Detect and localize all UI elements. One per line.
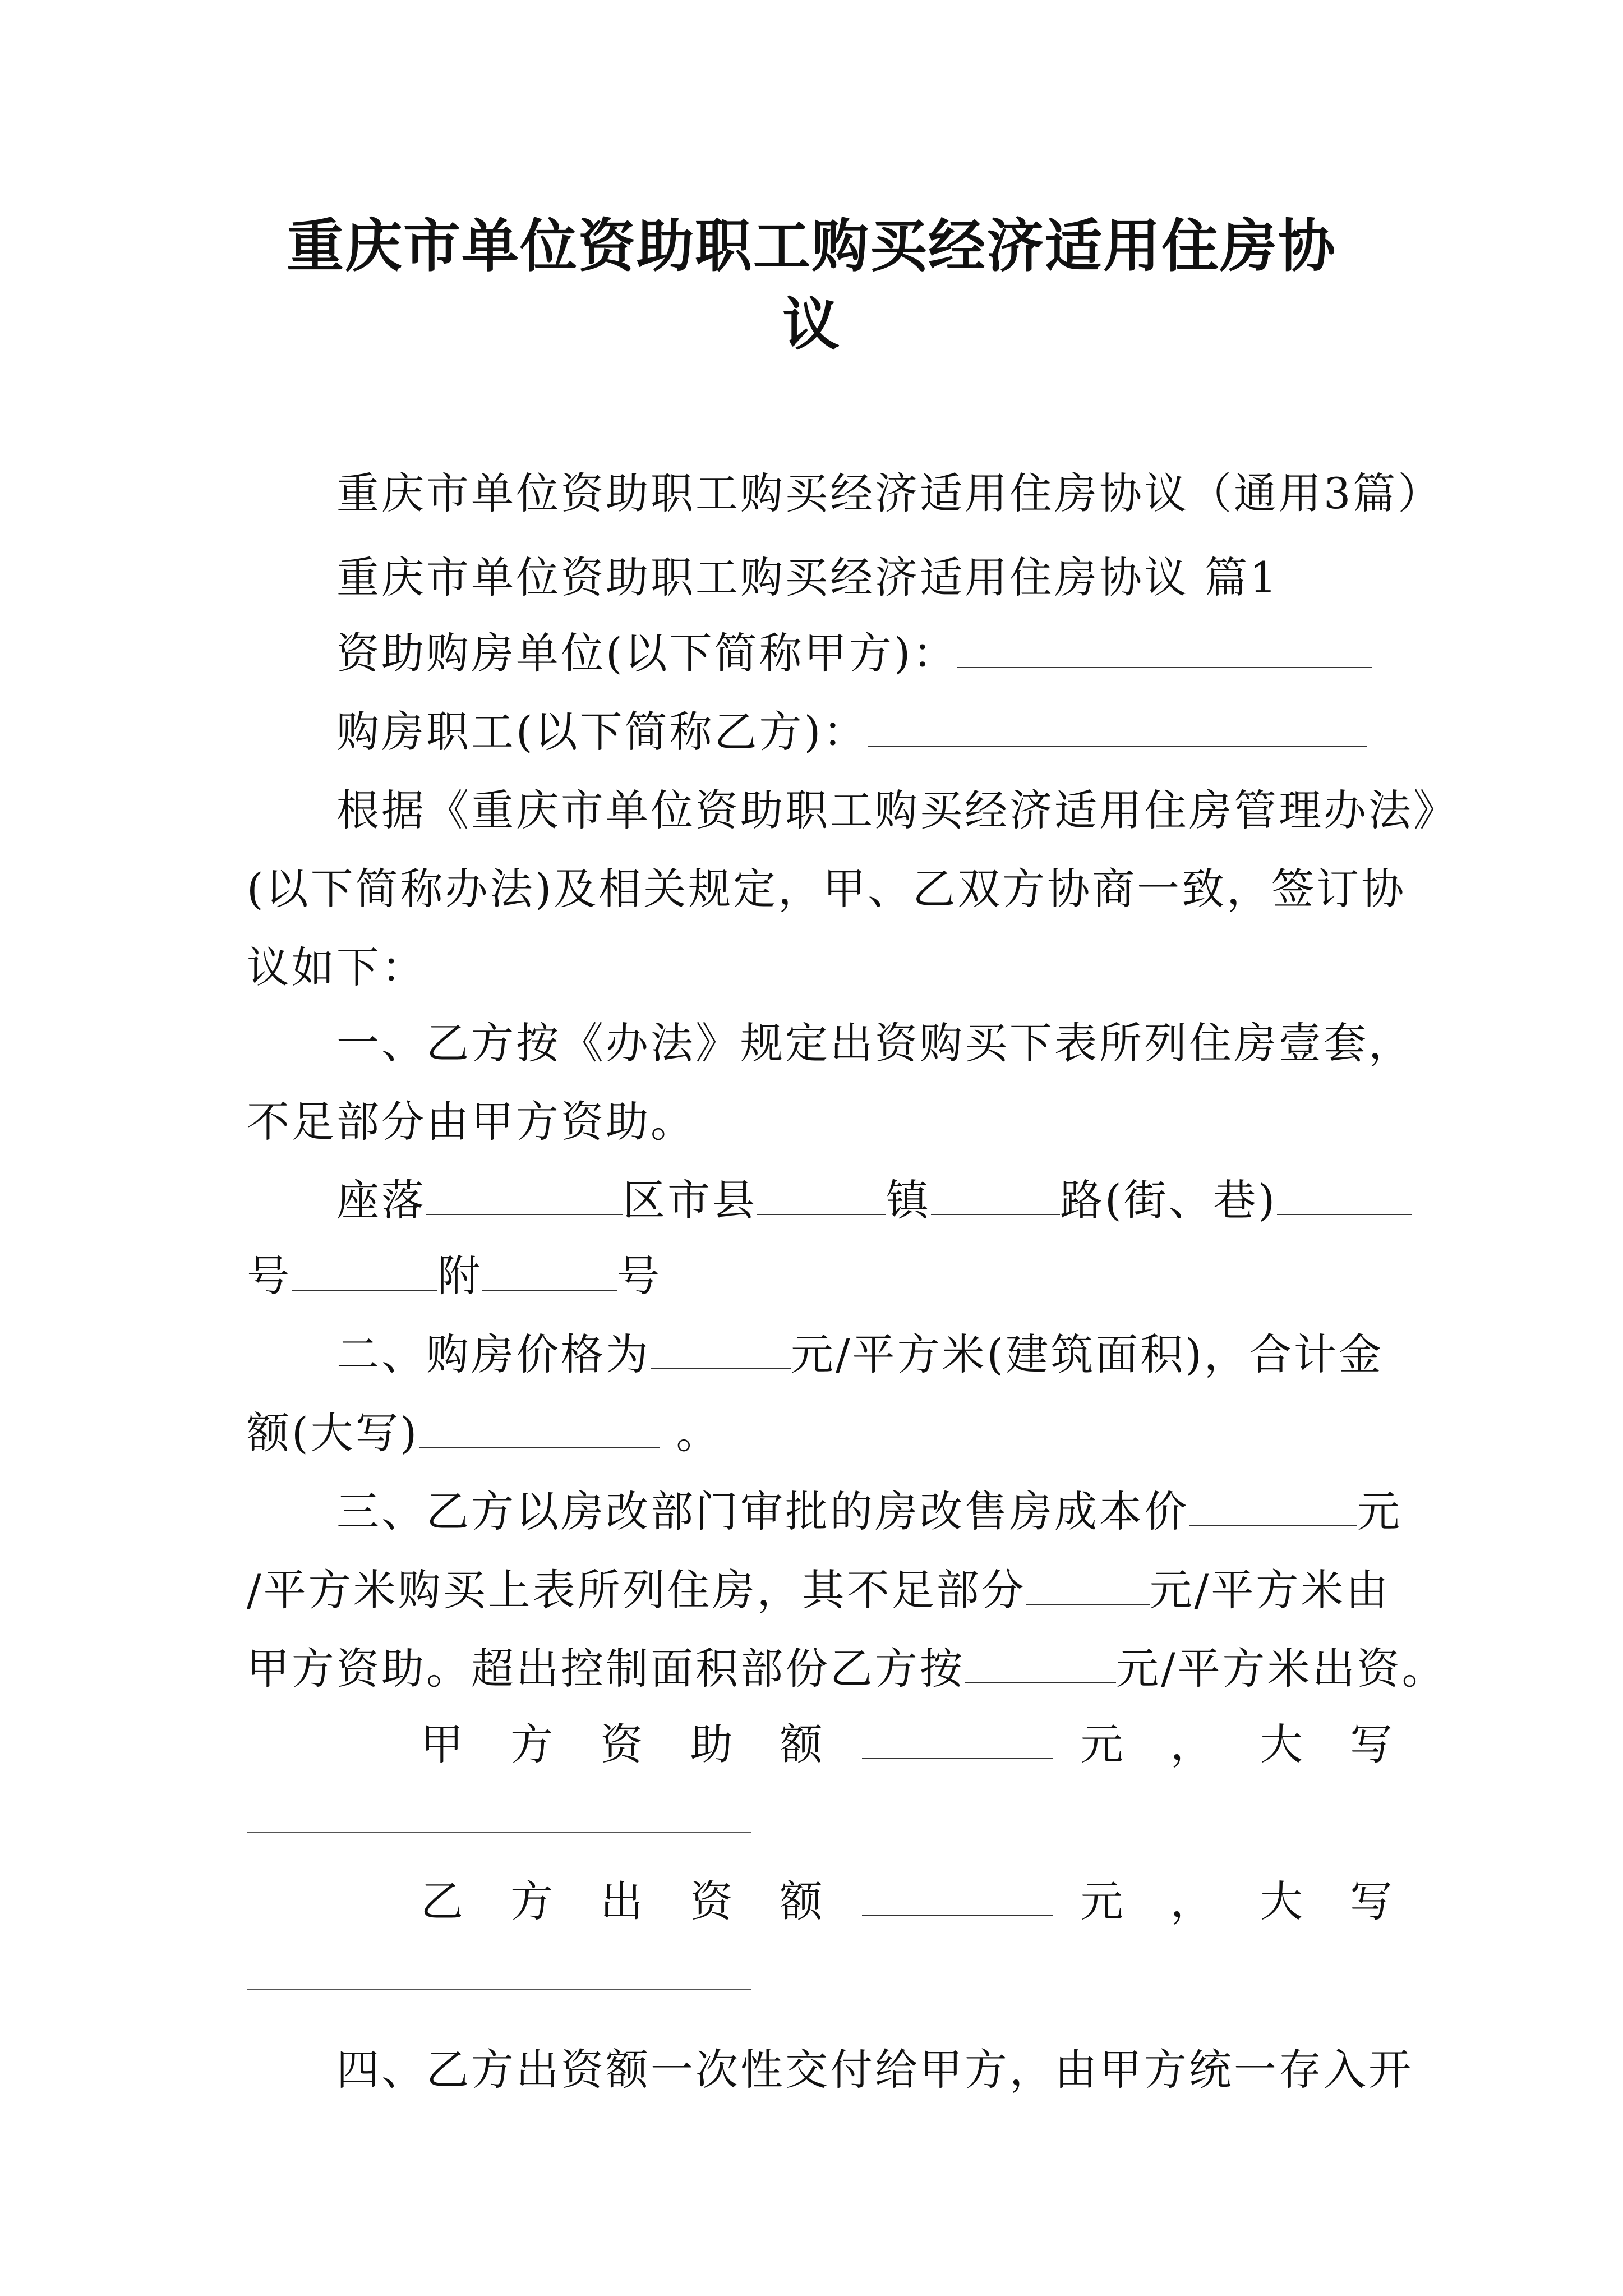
clause-3-c: /平方米购买上表所列住房，其不足部分 xyxy=(247,1565,1026,1615)
party-a-label: 资助购房单位(以下简称甲方)： xyxy=(336,628,958,678)
clause-3-line-3 xyxy=(247,1641,1447,1697)
clause-3-line-2 xyxy=(247,1562,1390,1618)
party-a-amount-blank xyxy=(862,1719,1053,1759)
party-b-yuan: 元 ， 大 写 xyxy=(1080,1876,1410,1926)
clause-3-line-1 xyxy=(336,1484,1402,1540)
clause-3-f: 元/平方米出资。 xyxy=(1116,1644,1447,1694)
clause-3-d: 元/平方米由 xyxy=(1149,1565,1391,1615)
clause-3-a: 三、乙方以房改部门审批的房改售房成本价 xyxy=(336,1487,1189,1536)
clause-2-a: 二、购房价格为 xyxy=(336,1329,651,1379)
party-a-line xyxy=(336,625,1372,682)
shortfall-blank xyxy=(1026,1565,1150,1605)
address-line-2 xyxy=(247,1248,662,1304)
document-title-continued: 议 xyxy=(782,292,841,358)
party-b-label: 购房职工(以下简称乙方)： xyxy=(336,707,868,757)
document-title: 重庆市单位资助职工购买经济适用住房协 xyxy=(287,213,1336,280)
cost-price-blank xyxy=(1189,1486,1357,1526)
intro-line-2: (以下简称办法)及相关规定，甲、乙双方协商一致，签订协 xyxy=(247,864,1407,914)
price-blank xyxy=(651,1329,791,1369)
clause-2-line-1 xyxy=(336,1327,1384,1383)
clause-2-c: 额(大写) xyxy=(247,1408,419,1458)
subtitle: 重庆市单位资助职工购买经济适用住房协议（通用3篇） xyxy=(336,468,1443,518)
section-title: 重庆市单位资助职工购买经济适用住房协议 篇1 xyxy=(336,553,1279,602)
addr-zuoluo: 座落 xyxy=(336,1175,426,1225)
addr-hao-blank xyxy=(292,1250,437,1291)
clause-2-b: 元/平方米(建筑面积)，合计金 xyxy=(791,1329,1384,1379)
addr-zuoluo-blank xyxy=(426,1175,623,1215)
total-blank xyxy=(419,1407,660,1448)
clause-4-line-1: 四、乙方出资额一次性交付给甲方，由甲方统一存入开 xyxy=(336,2045,1413,2095)
party-a-amount-line xyxy=(421,1717,1409,1773)
addr-zhen: 镇 xyxy=(886,1175,931,1225)
clause-1-line-2: 不足部分由甲方资助。 xyxy=(247,1097,695,1147)
addr-hao: 号 xyxy=(247,1251,292,1301)
party-b-amount-label: 乙 方 出 资 额 xyxy=(421,1876,840,1926)
party-a-yuan: 元 ， 大 写 xyxy=(1080,1719,1410,1769)
clause-2-line-2 xyxy=(247,1405,721,1461)
party-b-capital-blank xyxy=(247,1989,751,1990)
clause-3-e: 甲方资助。超出控制面积部份乙方按 xyxy=(247,1644,965,1694)
party-a-blank xyxy=(957,628,1372,668)
party-b-line xyxy=(336,704,1367,760)
clause-2-d: 。 xyxy=(676,1408,721,1458)
addr-qu-blank xyxy=(757,1175,886,1215)
addr-fu-blank xyxy=(482,1250,617,1291)
intro-line-1: 根据《重庆市单位资助职工购买经济适用住房管理办法》 xyxy=(336,785,1458,835)
addr-lu-blank xyxy=(1277,1175,1412,1215)
party-a-amount-label: 甲 方 资 助 额 xyxy=(421,1719,840,1769)
excess-blank xyxy=(965,1643,1116,1683)
addr-lu: 路(街、巷) xyxy=(1060,1175,1278,1225)
party-b-amount-blank xyxy=(862,1876,1053,1916)
clause-1-line-1: 一、乙方按《办法》规定出资购买下表所列住房壹套， xyxy=(336,1018,1413,1068)
addr-zhen-blank xyxy=(931,1175,1060,1215)
addr-qu: 区市县 xyxy=(623,1175,757,1225)
addr-hao-2: 号 xyxy=(617,1251,662,1301)
party-b-blank xyxy=(868,706,1367,747)
party-a-capital-blank xyxy=(247,1832,751,1833)
clause-3-b: 元 xyxy=(1357,1487,1402,1536)
party-b-amount-line xyxy=(421,1874,1409,1930)
intro-line-3: 议如下： xyxy=(247,942,426,992)
address-line-1 xyxy=(336,1172,1412,1228)
addr-fu: 附 xyxy=(437,1251,482,1301)
